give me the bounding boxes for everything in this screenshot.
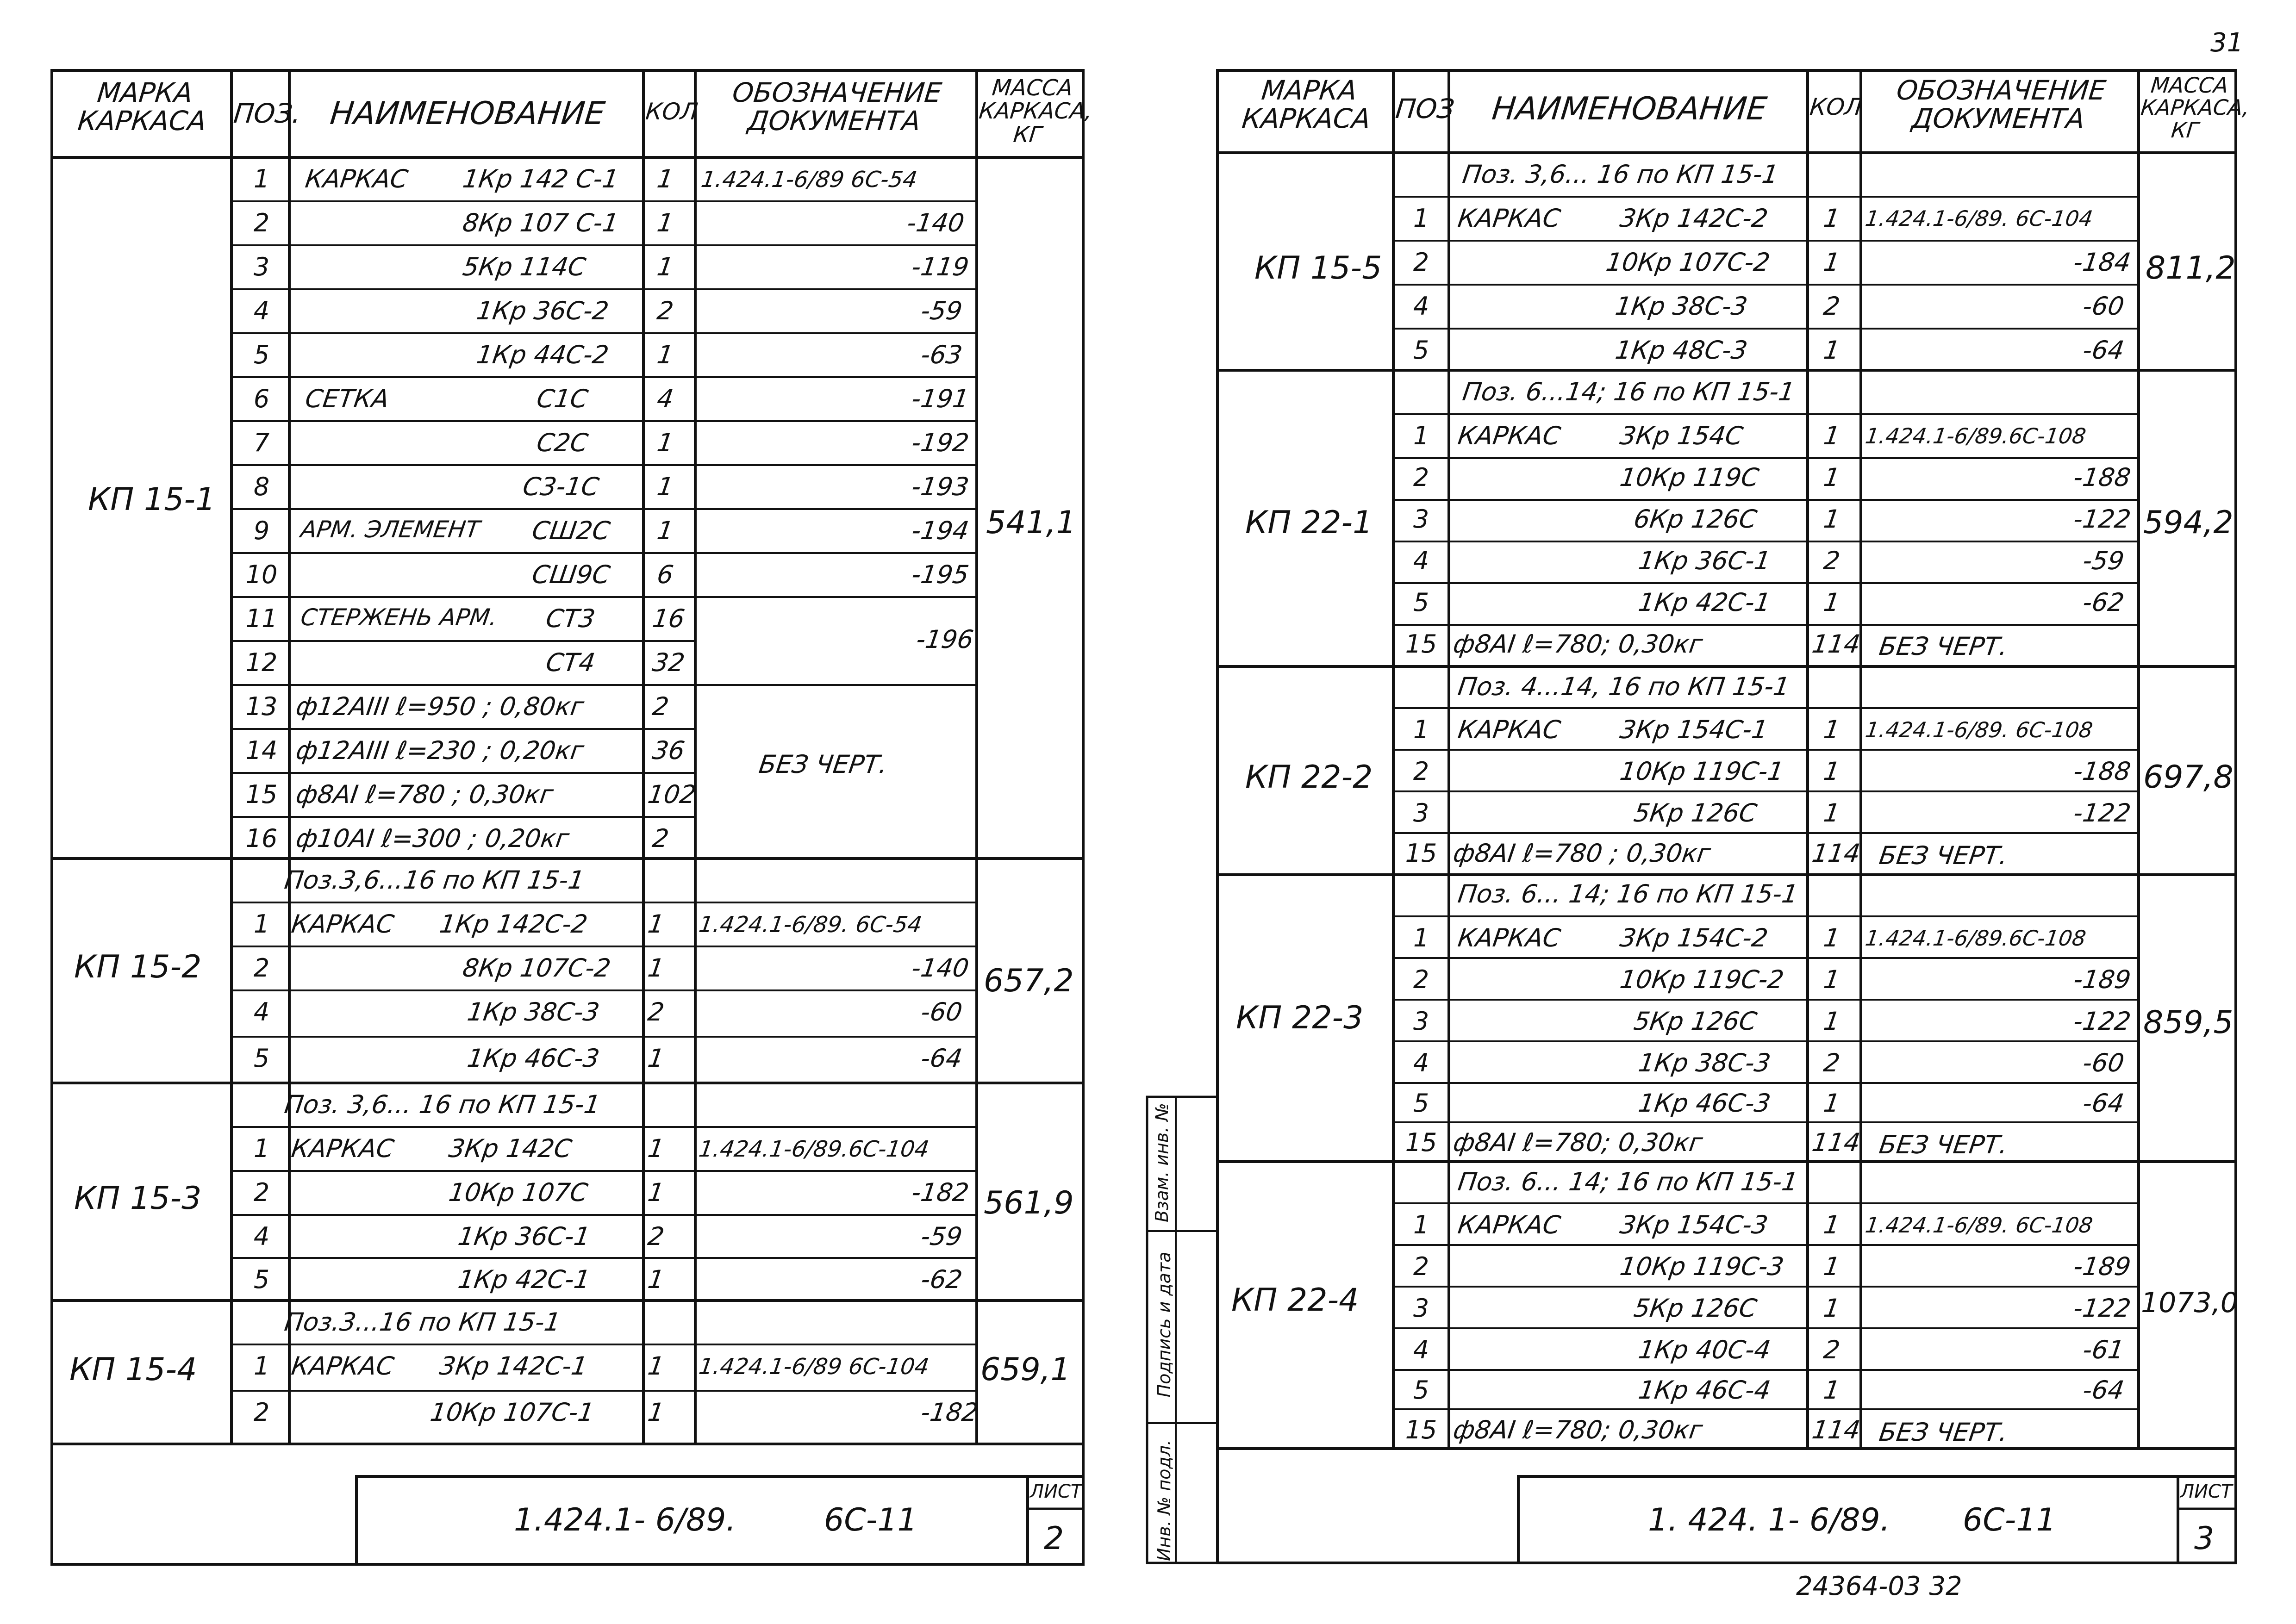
qty-cell: 1 (1822, 757, 1842, 786)
mark-kp22-2: КП 22-2 (1245, 759, 1373, 796)
header-oboz: ОБОЗНАЧЕНИЕ ДОКУМЕНТА (730, 77, 943, 137)
doc-cell: 1.424.1-6/89 6С-104 (697, 1354, 931, 1380)
doc-cell: -192 (910, 428, 971, 457)
title-doc-code: 6С-11 (824, 1502, 917, 1538)
page-number: 31 (2210, 28, 2244, 58)
code-cell: 8Кр 107 С-1 (461, 208, 621, 237)
pos-cell: 4 (253, 1222, 270, 1251)
qty-cell: 114 (1810, 1128, 1862, 1157)
pos-cell: 2 (253, 1398, 270, 1427)
mark-kp22-4: КП 22-4 (1231, 1282, 1359, 1319)
doc-cell: БЕЗ ЧЕРТ. (1877, 1130, 2010, 1159)
name-cell: СЕТКА (303, 384, 391, 413)
name-cell: КАРКАС (1456, 715, 1563, 744)
pos-cell: 1 (1413, 421, 1429, 450)
pos-cell: 16 (245, 824, 278, 853)
qty-cell: 1 (1822, 1007, 1842, 1036)
group-note: Поз. 6... 14; 16 по КП 15-1 (1456, 879, 1800, 908)
stamp-podpis-data: Подпись и дата (1154, 1251, 1174, 1398)
footer-archive-number: 24364-03 32 (1796, 1571, 1962, 1601)
header-marka: МАРКА КАРКАСА (1240, 75, 1372, 134)
group-note: Поз. 6...14; 16 по КП 15-1 (1460, 377, 1797, 406)
pos-cell: 3 (1413, 1007, 1429, 1036)
header-oboz: ОБОЗНАЧЕНИЕ ДОКУМЕНТА (1895, 75, 2108, 134)
name-cell: КАРКАС (289, 909, 396, 939)
pos-cell: 5 (253, 1044, 270, 1073)
qty-cell: 114 (1810, 629, 1862, 659)
qty-cell: 1 (1822, 965, 1842, 994)
qty-cell: 1 (1822, 1210, 1842, 1239)
group-note: Поз. 3,6... 16 по КП 15-1 (282, 1090, 602, 1119)
code-cell: 1Кр 46С-3 (465, 1044, 601, 1073)
doc-cell: -189 (2071, 1252, 2133, 1281)
mark-kp22-3: КП 22-3 (1236, 1000, 1364, 1036)
doc-cell: -60 (2081, 1048, 2126, 1077)
qty-cell: 36 (650, 736, 687, 765)
header-poz: ПОЗ. (232, 98, 303, 129)
code-cell: 1Кр 46С-3 (1636, 1089, 1772, 1118)
qty-cell: 114 (1810, 1415, 1862, 1444)
name-cell: ф12АIII ℓ=950 ; 0,80кг (294, 692, 586, 721)
name-cell: ф8АI ℓ=780 ; 0,30кг (294, 780, 555, 809)
pos-cell: 1 (1413, 1210, 1429, 1239)
pos-cell: 3 (1413, 1294, 1429, 1323)
qty-cell: 102 (646, 780, 698, 809)
code-cell: С2С (535, 428, 590, 457)
title-doc-number: 1.424.1- 6/89. (514, 1502, 736, 1538)
header-massa: МАССА КАРКАСА, КГ (2140, 73, 2251, 143)
pos-cell: 1 (253, 164, 270, 193)
qty-cell: 2 (646, 997, 666, 1027)
mark-kp15-2: КП 15-2 (74, 949, 202, 985)
qty-cell: 2 (1822, 546, 1842, 575)
pos-cell: 2 (1413, 1252, 1429, 1281)
name-cell: ф8АI ℓ=780; 0,30кг (1451, 1128, 1705, 1157)
list-label: ЛИСТ (1030, 1481, 1082, 1502)
name-cell: КАРКАС (1456, 1210, 1563, 1239)
code-cell: 6Кр 126С (1632, 504, 1759, 534)
pos-cell: 8 (253, 472, 270, 501)
name-cell: КАРКАС (1456, 923, 1563, 952)
qty-cell: 1 (1822, 421, 1842, 450)
qty-cell: 2 (650, 692, 671, 721)
code-cell: СТ3 (544, 604, 597, 633)
pos-cell: 15 (1405, 1128, 1437, 1157)
doc-cell: -60 (2081, 292, 2126, 321)
doc-cell: -140 (905, 208, 966, 237)
pos-cell: 4 (253, 296, 270, 325)
name-cell: ф10АI ℓ=300 ; 0,20кг (294, 824, 571, 853)
code-cell: 5Кр 114С (461, 252, 588, 281)
code-cell: СШ9С (530, 560, 612, 589)
doc-cell: -189 (2071, 965, 2133, 994)
pos-cell: 1 (253, 1134, 270, 1163)
qty-cell: 1 (1822, 1252, 1842, 1281)
list-number: 2 (1044, 1520, 1064, 1557)
doc-cell: -63 (919, 340, 964, 369)
code-cell: 3Кр 142С-2 (1618, 204, 1770, 233)
code-cell: 1Кр 36С-1 (456, 1222, 592, 1251)
doc-cell-merged: БЕЗ ЧЕРТ. (757, 750, 890, 779)
doc-cell: -122 (2071, 1294, 2133, 1323)
qty-cell: 2 (1822, 1048, 1842, 1077)
name-cell: КАРКАС (289, 1351, 396, 1381)
qty-cell: 1 (655, 208, 675, 237)
pos-cell: 15 (245, 780, 278, 809)
qty-cell: 1 (646, 1044, 666, 1073)
pos-cell: 2 (1413, 248, 1429, 277)
doc-cell: 1.424.1-6/89 6С-54 (699, 167, 919, 193)
doc-cell: 1.424.1-6/89.6С-108 (1864, 423, 2088, 448)
mass-kp15-4: 659,1 (980, 1351, 1071, 1388)
code-cell: 1Кр 42С-1 (1636, 588, 1772, 617)
code-cell: 10Кр 119С-1 (1618, 757, 1786, 786)
header-massa: МАССА КАРКАСА, КГ (978, 75, 1094, 148)
code-cell: 1Кр 142 С-1 (461, 164, 621, 193)
doc-cell: -122 (2071, 504, 2133, 534)
qty-cell: 1 (1822, 204, 1842, 233)
doc-cell: БЕЗ ЧЕРТ. (1877, 841, 2010, 870)
name-cell: ф8АI ℓ=780 ; 0,30кг (1451, 839, 1713, 868)
code-cell: 1Кр 36С-1 (1636, 546, 1772, 575)
name-cell: ф12АIII ℓ=230 ; 0,20кг (294, 736, 586, 765)
name-cell: КАРКАС (1456, 204, 1563, 233)
mass-kp15-5: 811,2 (2146, 250, 2236, 286)
group-note: Поз. 3,6... 16 по КП 15-1 (1460, 160, 1780, 189)
doc-cell: -122 (2071, 798, 2133, 828)
qty-cell: 1 (646, 1265, 666, 1294)
doc-cell: -122 (2071, 1007, 2133, 1036)
mass-kp15-2: 657,2 (984, 963, 1074, 999)
qty-cell: 1 (655, 252, 675, 281)
name-cell: КАРКАС (303, 164, 410, 193)
code-cell: 1Кр 36С-2 (474, 296, 611, 325)
pos-cell: 15 (1405, 1415, 1437, 1444)
mark-kp15-3: КП 15-3 (74, 1180, 202, 1217)
group-note: Поз. 6... 14; 16 по КП 15-1 (1456, 1167, 1800, 1196)
title-doc-number: 1. 424. 1- 6/89. (1648, 1502, 1890, 1538)
doc-cell: -194 (910, 516, 971, 545)
pos-cell: 12 (245, 648, 278, 677)
header-marka: МАРКА КАРКАСА (76, 77, 208, 137)
code-cell: 1Кр 46С-4 (1636, 1375, 1772, 1405)
code-cell: 5Кр 126С (1632, 1007, 1759, 1036)
qty-cell: 1 (655, 340, 675, 369)
qty-cell: 1 (1822, 923, 1842, 952)
pos-cell: 4 (1413, 546, 1429, 575)
doc-cell: -182 (910, 1178, 971, 1207)
mass-kp22-1: 594,2 (2143, 504, 2234, 541)
qty-cell: 114 (1810, 839, 1862, 868)
code-cell: 3Кр 154С-1 (1618, 715, 1770, 744)
code-cell: 8Кр 107С-2 (461, 953, 613, 983)
doc-cell: -140 (910, 953, 971, 983)
qty-cell: 4 (655, 384, 675, 413)
qty-cell: 1 (1822, 1294, 1842, 1323)
doc-cell: -62 (2081, 588, 2126, 617)
code-cell: 1Кр 142С-2 (437, 909, 590, 939)
header-kol: КОЛ (644, 98, 699, 125)
code-cell: 1Кр 38С-3 (1636, 1048, 1772, 1077)
stamp-vzam-inv: Взам. инв. № (1152, 1103, 1172, 1223)
doc-cell: 1.424.1-6/89. 6С-104 (1864, 206, 2095, 231)
qty-cell: 2 (646, 1222, 666, 1251)
name-cell: АРМ. ЭЛЕМЕНТ (299, 516, 482, 543)
pos-cell: 15 (1405, 839, 1437, 868)
qty-cell: 1 (1822, 1375, 1842, 1405)
qty-cell: 2 (1822, 1335, 1842, 1364)
qty-cell: 1 (646, 909, 666, 939)
pos-cell: 1 (253, 909, 270, 939)
mark-kp15-5: КП 15-5 (1254, 250, 1382, 286)
doc-cell: -195 (910, 560, 971, 589)
qty-cell: 1 (1822, 336, 1842, 365)
doc-cell: 1.424.1-6/89. 6С-54 (697, 912, 924, 938)
pos-cell: 2 (253, 953, 270, 983)
code-cell: 10Кр 119С-3 (1618, 1252, 1786, 1281)
doc-cell: -119 (910, 252, 971, 281)
code-cell: 10Кр 119С (1618, 463, 1761, 492)
doc-cell: -64 (919, 1044, 964, 1073)
pos-cell: 1 (1413, 204, 1429, 233)
doc-cell: БЕЗ ЧЕРТ. (1877, 632, 2010, 661)
code-cell: 10Кр 107С-1 (428, 1398, 596, 1427)
name-cell: СТЕРЖЕНЬ АРМ. (299, 604, 499, 631)
doc-cell: -188 (2071, 463, 2133, 492)
doc-cell: -64 (2081, 1375, 2126, 1405)
list-label: ЛИСТ (2180, 1481, 2233, 1502)
code-cell: 3Кр 154С (1618, 421, 1745, 450)
pos-cell: 4 (253, 997, 270, 1027)
mass-kp15-3: 561,9 (984, 1185, 1074, 1221)
name-cell: КАРКАС (1456, 421, 1563, 450)
mass-kp22-2: 697,8 (2143, 759, 2234, 796)
pos-cell: 1 (1413, 923, 1429, 952)
header-kol: КОЛ (1808, 93, 1864, 120)
code-cell: 10Кр 107С-2 (1604, 248, 1772, 277)
pos-cell: 13 (245, 692, 278, 721)
group-note: Поз. 4...14, 16 по КП 15-1 (1456, 672, 1792, 701)
pos-cell: 3 (253, 252, 270, 281)
doc-cell: -64 (2081, 1089, 2126, 1118)
doc-cell: 1.424.1-6/89. 6С-108 (1864, 1213, 2095, 1238)
code-cell: 5Кр 126С (1632, 798, 1759, 828)
doc-cell: 1.424.1-6/89.6С-104 (697, 1136, 931, 1162)
stamp-inv-podl: Инв. № подл. (1154, 1439, 1174, 1562)
group-note: Поз.3,6...16 по КП 15-1 (282, 865, 586, 895)
doc-cell: -182 (919, 1398, 980, 1427)
header-naim: НАИМЕНОВАНИЕ (1490, 91, 1769, 127)
pos-cell: 2 (1413, 757, 1429, 786)
qty-cell: 1 (655, 516, 675, 545)
doc-cell: -64 (2081, 336, 2126, 365)
group-note: Поз.3...16 по КП 15-1 (282, 1307, 562, 1337)
qty-cell: 32 (650, 648, 687, 677)
title-doc-code: 6С-11 (1963, 1502, 2056, 1538)
mark-kp15-1: КП 15-1 (88, 481, 216, 518)
qty-cell: 1 (1822, 715, 1842, 744)
pos-cell: 4 (1413, 1335, 1429, 1364)
qty-cell: 1 (646, 953, 666, 983)
pos-cell: 9 (253, 516, 270, 545)
pos-cell: 5 (1413, 1375, 1429, 1405)
code-cell: С1С (535, 384, 590, 413)
qty-cell: 1 (1822, 798, 1842, 828)
doc-cell: -59 (919, 1222, 964, 1251)
name-cell: КАРКАС (289, 1134, 396, 1163)
header-naim: НАИМЕНОВАНИЕ (328, 95, 607, 132)
doc-cell-merged: -196 (914, 625, 975, 654)
pos-cell: 5 (1413, 336, 1429, 365)
pos-cell: 2 (253, 1178, 270, 1207)
qty-cell: 1 (1822, 248, 1842, 277)
qty-cell: 6 (655, 560, 675, 589)
pos-cell: 4 (1413, 292, 1429, 321)
doc-cell: -62 (919, 1265, 964, 1294)
mass-kp22-3: 859,5 (2143, 1004, 2234, 1041)
code-cell: СТ4 (544, 648, 597, 677)
header-poz: ПОЗ (1394, 93, 1456, 124)
pos-cell: 3 (1413, 798, 1429, 828)
pos-cell: 1 (1413, 715, 1429, 744)
code-cell: СШ2С (530, 516, 612, 545)
code-cell: 3Кр 142С (447, 1134, 574, 1163)
code-cell: 10Кр 119С-2 (1618, 965, 1786, 994)
pos-cell: 15 (1405, 629, 1437, 659)
pos-cell: 5 (1413, 1089, 1429, 1118)
qty-cell: 1 (1822, 504, 1842, 534)
name-cell: ф8АI ℓ=780; 0,30кг (1451, 629, 1705, 659)
qty-cell: 1 (655, 472, 675, 501)
code-cell: 10Кр 107С (447, 1178, 590, 1207)
code-cell: 1Кр 42С-1 (456, 1265, 592, 1294)
code-cell: 1Кр 44С-2 (474, 340, 611, 369)
code-cell: 1Кр 48С-3 (1613, 336, 1749, 365)
code-cell: С3-1С (521, 472, 601, 501)
qty-cell: 1 (1822, 463, 1842, 492)
qty-cell: 1 (1822, 1089, 1842, 1118)
mass-kp15-1: 541,1 (986, 504, 1076, 541)
pos-cell: 2 (1413, 463, 1429, 492)
pos-cell: 4 (1413, 1048, 1429, 1077)
code-cell: 3Кр 142С-1 (437, 1351, 590, 1381)
doc-cell: -59 (919, 296, 964, 325)
pos-cell: 3 (1413, 504, 1429, 534)
doc-cell: 1.424.1-6/89.6С-108 (1864, 926, 2088, 951)
qty-cell: 2 (650, 824, 671, 853)
code-cell: 3Кр 154С-2 (1618, 923, 1770, 952)
code-cell: 1Кр 38С-3 (1613, 292, 1749, 321)
mass-kp22-4: 1073,0 (2141, 1287, 2238, 1319)
name-cell: ф8АI ℓ=780; 0,30кг (1451, 1415, 1705, 1444)
pos-cell: 6 (253, 384, 270, 413)
doc-cell: 1.424.1-6/89. 6С-108 (1864, 717, 2095, 742)
qty-cell: 1 (655, 164, 675, 193)
qty-cell: 1 (646, 1398, 666, 1427)
qty-cell: 1 (1822, 588, 1842, 617)
pos-cell: 1 (253, 1351, 270, 1381)
doc-cell: БЕЗ ЧЕРТ. (1877, 1418, 2010, 1447)
pos-cell: 2 (1413, 965, 1429, 994)
qty-cell: 1 (646, 1351, 666, 1381)
qty-cell: 1 (655, 428, 675, 457)
doc-cell: -61 (2081, 1335, 2126, 1364)
doc-cell: -191 (910, 384, 971, 413)
pos-cell: 10 (245, 560, 278, 589)
pos-cell: 2 (253, 208, 270, 237)
pos-cell: 11 (245, 604, 278, 633)
doc-cell: -184 (2071, 248, 2133, 277)
qty-cell: 1 (646, 1178, 666, 1207)
qty-cell: 1 (646, 1134, 666, 1163)
qty-cell: 2 (655, 296, 675, 325)
pos-cell: 5 (253, 1265, 270, 1294)
list-number: 3 (2194, 1520, 2215, 1557)
pos-cell: 5 (1413, 588, 1429, 617)
pos-cell: 5 (253, 340, 270, 369)
mark-kp15-4: КП 15-4 (69, 1351, 197, 1388)
code-cell: 1Кр 38С-3 (465, 997, 601, 1027)
doc-cell: -60 (919, 997, 964, 1027)
code-cell: 3Кр 154С-3 (1618, 1210, 1770, 1239)
code-cell: 1Кр 40С-4 (1636, 1335, 1772, 1364)
pos-cell: 7 (253, 428, 270, 457)
qty-cell: 16 (650, 604, 687, 633)
qty-cell: 2 (1822, 292, 1842, 321)
pos-cell: 14 (245, 736, 278, 765)
mark-kp22-1: КП 22-1 (1245, 504, 1373, 541)
doc-cell: -188 (2071, 757, 2133, 786)
doc-cell: -193 (910, 472, 971, 501)
code-cell: 5Кр 126С (1632, 1294, 1759, 1323)
doc-cell: -59 (2081, 546, 2126, 575)
